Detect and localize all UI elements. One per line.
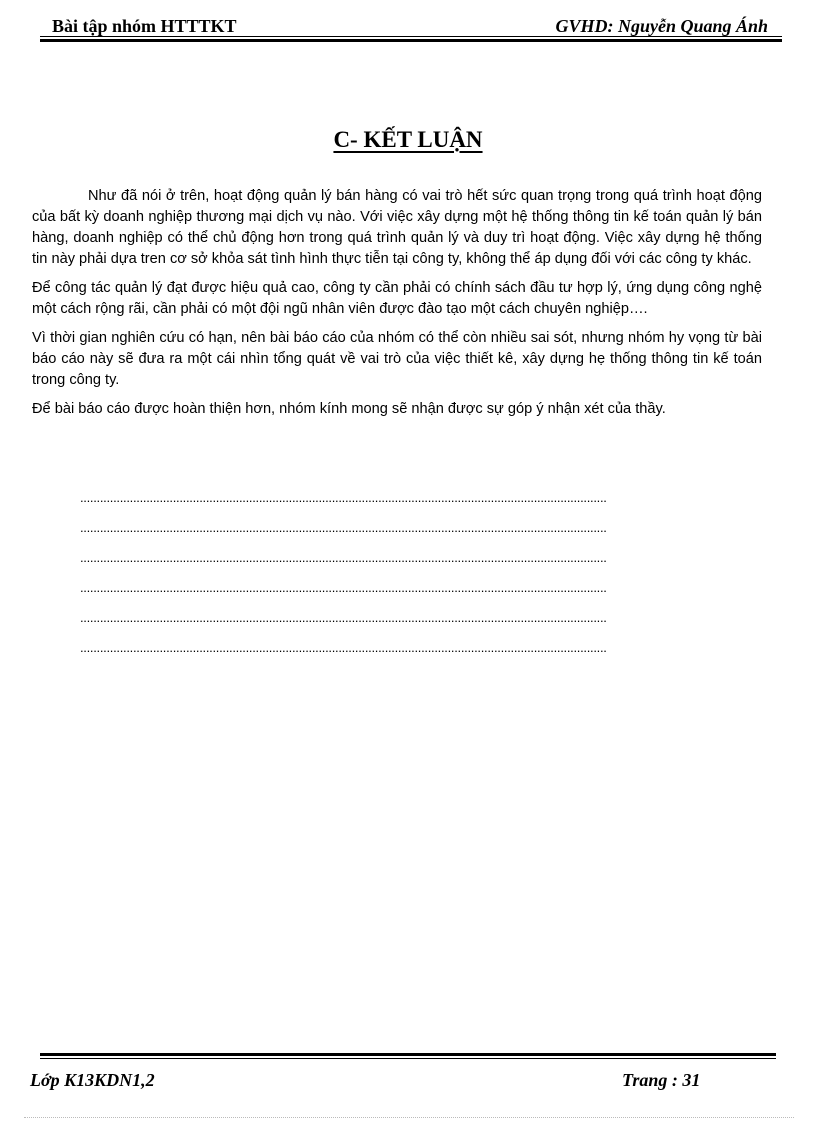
footer-class: Lớp K13KDN1,2 xyxy=(30,1070,155,1090)
paragraph-4: Để bài báo cáo được hoàn thiện hơn, nhóm kính mong sẽ nhận được sự góp ý nhận xét của thầy. xyxy=(32,401,666,417)
dotted-lines xyxy=(80,483,728,663)
conclusion-body xyxy=(32,186,762,428)
section-title xyxy=(0,127,816,153)
page-header xyxy=(40,12,782,40)
footer-rule-thin xyxy=(40,1058,776,1059)
dotted-line: ............................................................................................................................................................... xyxy=(80,580,607,595)
header-rule-thin xyxy=(40,36,782,37)
footer-rule-thick xyxy=(40,1053,776,1056)
paragraph-1: Như đã nói ở trên, hoạt động quản lý bán hàng có vai trò hết sức quan trọng trong quá trình hoạt động của bất kỳ doanh nghiệp thương mại dịch vụ nào. Với việc xây dựng một hệ thống thông tin kế toán quản lý bán hàng, doanh nghiệp có thể chủ động hơn trong quá trình quản lý và duy trì hoạt động. Việc xây dựng hệ thống tin này phải dựa tren cơ sở khỏa sát tình hình thực tiễn tại công ty, không thể áp dụng đối với các công ty khác. xyxy=(32,188,762,267)
dotted-line: ............................................................................................................................................................... xyxy=(80,640,607,655)
page-edge-dots xyxy=(24,1117,794,1118)
footer-page-number: Trang : 31 xyxy=(622,1070,701,1090)
section-title-text: C- KẾT LUẬN xyxy=(333,127,483,152)
paragraph-2: Để công tác quản lý đạt được hiệu quả cao, công ty cần phải có chính sách đầu tư hợp lý, ứng dụng công nghệ một cách rộng rãi, cần phải có một đội ngũ nhân viên được đào tạo một cách chuyên nghiệp…. xyxy=(32,280,762,317)
dotted-line: ............................................................................................................................................................... xyxy=(80,610,607,625)
header-course-title: Bài tập nhóm HTTTKT xyxy=(52,16,237,36)
dotted-line: ............................................................................................................................................................... xyxy=(80,550,607,565)
header-rule-thick xyxy=(40,39,782,42)
dotted-line: ............................................................................................................................................................... xyxy=(80,490,607,505)
paragraph-3: Vì thời gian nghiên cứu có hạn, nên bài báo cáo của nhóm có thể còn nhiều sai sót, nhưng nhóm hy vọng từ bài báo cáo này sẽ đưa ra một cái nhìn tổng quát về vai trò của việc thiết kê, xây dựng hẹ thống thông tin kế toán trong công ty. xyxy=(32,330,762,388)
header-instructor: GVHD: Nguyễn Quang Ánh xyxy=(555,16,768,36)
dotted-line: ............................................................................................................................................................... xyxy=(80,520,607,535)
